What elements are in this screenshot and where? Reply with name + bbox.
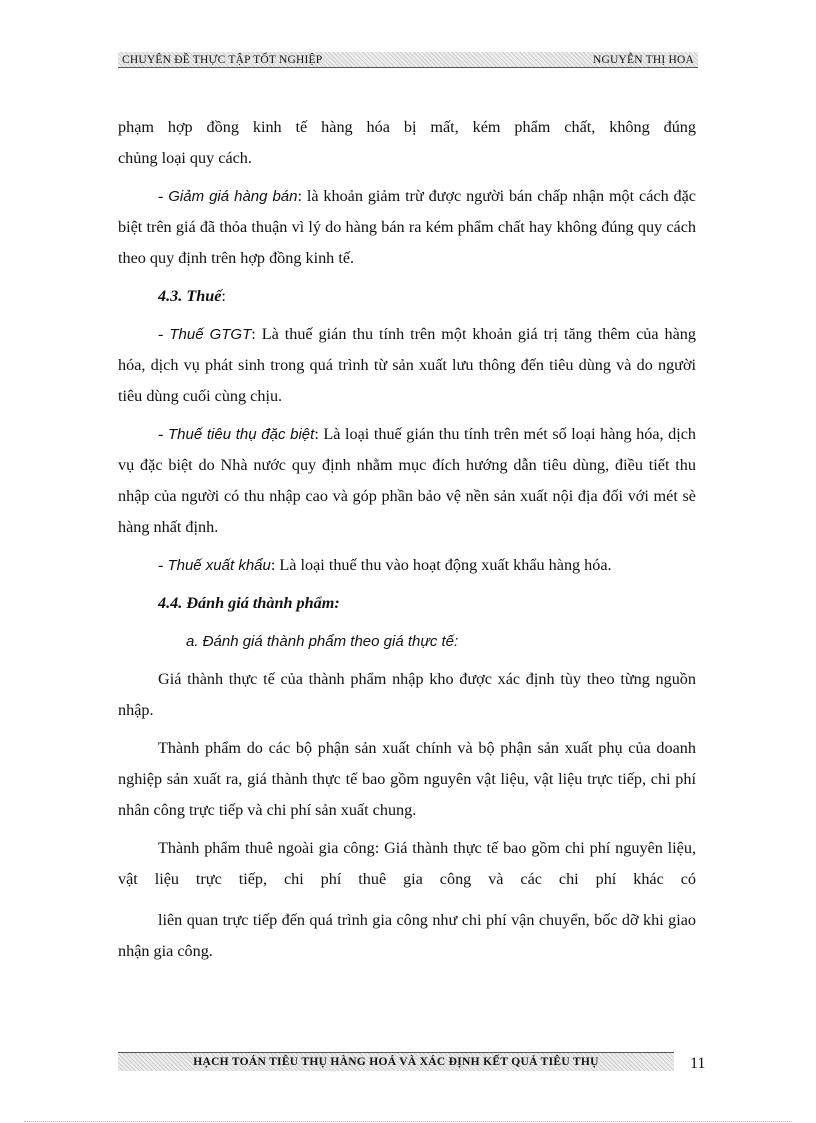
page-number: 11 <box>690 1055 706 1072</box>
term-vat: Thuế GTGT <box>169 326 252 343</box>
paragraph-1-line-2: chủng loại quy cách. <box>118 149 252 167</box>
text-special-tax: : Là loại thuế gián thu tính trên mét số loại hàng hóa, dịch vụ đặc biệt do Nhà nước quy định nhằm mục đích hướng dẫn tiêu dùng, điều tiết thu nhập của người có thu nhập cao và góp phần bảo vệ nền sản xuất nội địa đối với mét sè hàng nhất định. <box>118 425 697 536</box>
page-header <box>118 52 698 68</box>
text-export-tax: : Là loại thuế thu vào hoạt động xuất khẩu hàng hóa. <box>270 556 612 574</box>
header-author: NGUYỄN THỊ HOA <box>593 53 694 66</box>
paragraph-actual-cost: Giá thành thực tế của thành phẩm nhập kho được xác định tùy theo từng nguồn nhập. <box>118 670 696 719</box>
paragraph-vat: - Thuế GTGT: Là thuế gián thu tính trên một khoản giá trị tăng thêm của hàng hóa, dịch vụ phát sinh trong quá trình từ sản xuất lưu thông đến tiêu dùng và do người tiêu dùng cuối cùng chịu. <box>118 325 696 405</box>
paragraph-reduced-price: - Giảm giá hàng bán: là khoản giảm trừ được người bán chấp nhận một cách đặc biệt trên giá đã thỏa thuận vì lý do hàng bán ra kém phẩm chất hay không đúng quy cách theo quy định trên hợp đồng kinh tế. <box>118 187 696 267</box>
paragraph-special-tax: - Thuế tiêu thụ đặc biệt: Là loại thuế gián thu tính trên mét số loại hàng hóa, dịch vụ đặc biệt do Nhà nước quy định nhằm mục đích hướng dẫn tiêu dùng, điều tiết thu nhập của người có thu nhập cao và góp phần bảo vệ nền sản xuất nội địa đối với mét sè hàng nhất định. <box>118 425 697 536</box>
page-border <box>24 1121 792 1122</box>
paragraph-outsourced-cont: liên quan trực tiếp đến quá trình gia công như chi phí vận chuyển, bốc dỡ khi giao nhận gia công. <box>118 911 696 960</box>
text-reduced-price: : là khoản giảm trừ được người bán chấp nhận một cách đặc biệt trên giá đã thỏa thuận vì lý do hàng bán ra kém phẩm chất hay không đúng quy cách theo quy định trên hợp đồng kinh tế. <box>118 187 696 267</box>
paragraph-export-tax: - Thuế xuất khẩu: Là loại thuế thu vào hoạt động xuất khẩu hàng hóa. <box>158 556 612 574</box>
text-vat: : Là thuế gián thu tính trên một khoản giá trị tăng thêm của hàng hóa, dịch vụ phát sinh trong quá trình từ sản xuất lưu thông đến tiêu dùng và do người tiêu dùng cuối cùng chịu. <box>118 325 696 405</box>
paragraph-internal-production: Thành phẩm do các bộ phận sản xuất chính và bộ phận sản xuất phụ của doanh nghiệp sản xuất ra, giá thành thực tế bao gồm nguyên vật liệu, vật liệu trực tiếp, chi phí nhân công trực tiếp và chi phí sản xuất chung. <box>118 739 696 819</box>
paragraph-outsourced: Thành phẩm thuê ngoài gia công: Giá thành thực tế bao gồm chi phí nguyên liệu, vật liệu trực tiếp, chi phí thuê gia công và các chi phí khác có <box>118 839 696 888</box>
page-footer <box>118 1052 674 1071</box>
term-special-tax: Thuế tiêu thụ đặc biệt <box>167 426 315 443</box>
header-left-title: CHUYÊN ĐỀ THỰC TẬP TỐT NGHIỆP <box>122 53 323 66</box>
document-body <box>118 112 696 967</box>
heading-4-3: 4.3. Thuế: <box>158 287 226 305</box>
paragraph-1-line-1: phạm hợp đồng kinh tế hàng hóa bị mất, kém phẩm chất, không đúng <box>118 118 696 136</box>
term-export-tax: Thuế xuất khẩu <box>167 557 271 574</box>
subheading-a: a. Đánh giá thành phẩm theo giá thực tế: <box>186 633 459 650</box>
heading-4-3-text: 4.3. Thuế <box>158 287 222 305</box>
heading-4-4: 4.4. Đánh giá thành phẩm: <box>158 594 340 612</box>
footer-title: HẠCH TOÁN TIÊU THỤ HÀNG HOÁ VÀ XÁC ĐỊNH KẾT QUẢ TIÊU THỤ <box>193 1056 599 1068</box>
term-reduced-price: Giảm giá hàng bán <box>168 188 298 205</box>
